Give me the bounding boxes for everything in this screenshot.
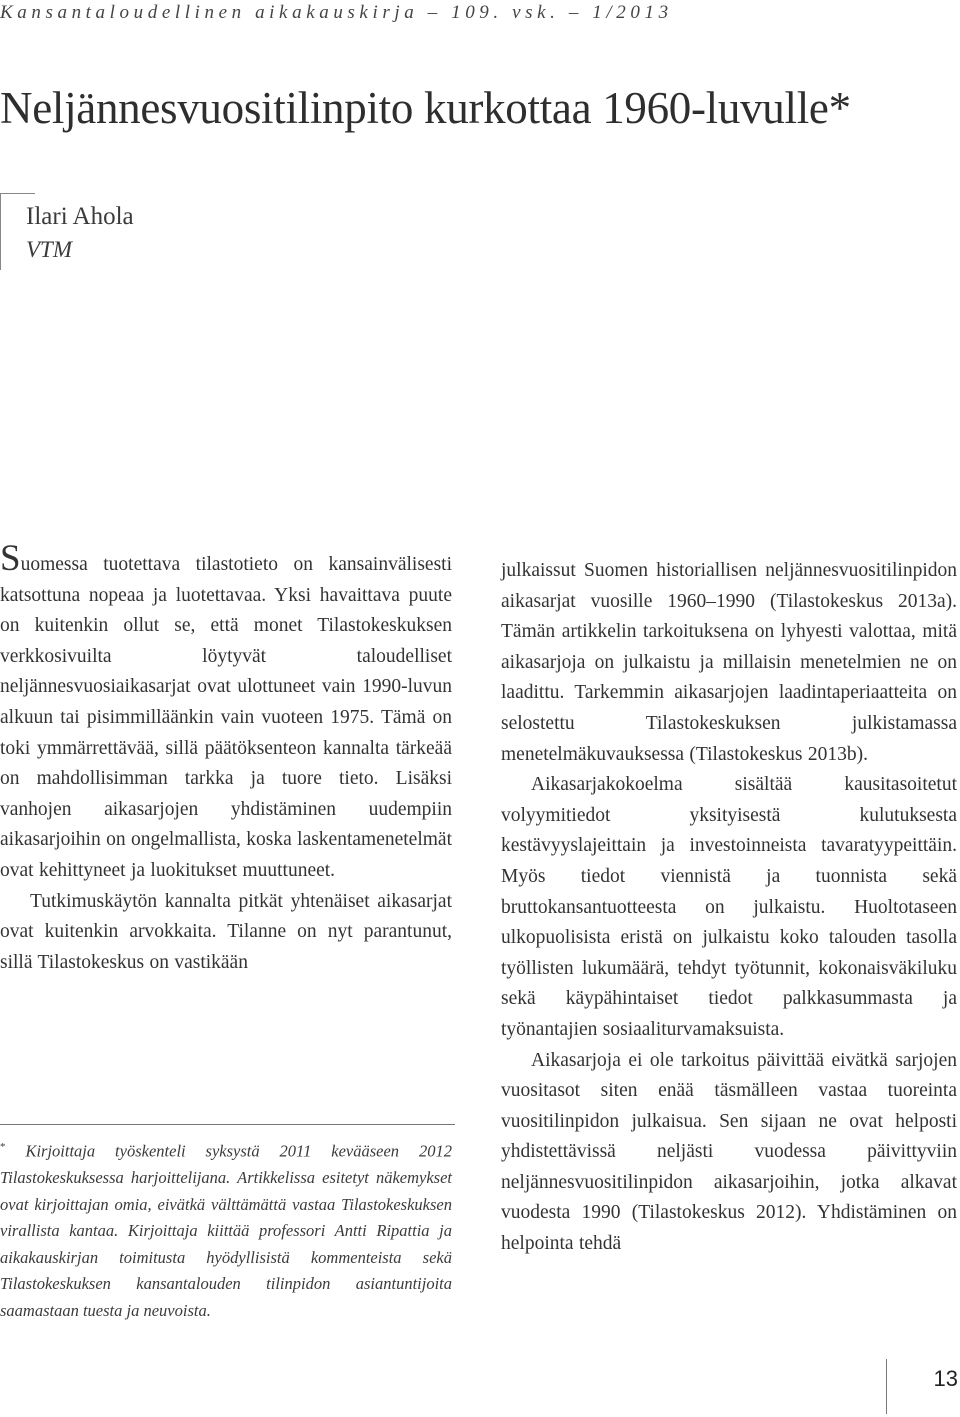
right-column [501, 556, 957, 1260]
footnote-text: Kirjoittaja työskenteli syksystä 2011 kevääseen 2012 Tilastokeskuksessa harjoittelijana. Artikkelissa esitetyt näkemykset ovat kirjoittajan omia, eivätkä välttämättä vastaa Tilastokeskuksen virallista kantaa. Kirjoittaja kiittää professori Antti Ripattia ja aikakauskirjan toimitusta hyödyllisistä kommenteista sekä Tilastokeskuksen kansantalouden tilinpidon asiantuntijoita saamastaan tuesta ja neuvoista. [0, 1141, 452, 1320]
article-title: Neljännesvuositilinpito kurkottaa 1960-luvulle* [0, 83, 851, 133]
right-paragraph-2: Aikasarjakokoelma sisältää kausitasoitetut volyymitiedot yksityisestä kulutuksesta kestävyyslajeittain ja investoinneista tavaratyypeittäin. Myös tiedot viennistä ja tuonnista sekä bruttokansantuotteesta on julkaistu. Huoltotaseen ulkopuolisista eristä on julkaistu koko talouden tasolla työllisten lukumäärä, tehdyt työtunnit, kokonaisväkiluku sekä käypähintaiset tiedot palkkasummasta ja työnantajien sosiaaliturvamaksuista. [501, 774, 957, 1040]
running-head: Kansantaloudellinen aikakauskirja – 109. vsk. – 1/2013 [0, 2, 673, 23]
footnote-rule [0, 1124, 455, 1125]
left-paragraph-1 [0, 540, 452, 887]
author-name: Ilari Ahola [26, 203, 134, 230]
author-degree: VTM [26, 237, 72, 262]
right-paragraph-1: julkaissut Suomen historiallisen neljännesvuositilinpidon aikasarjat vuosille 1960–1990 (Tilastokeskus 2013a). Tämän artikkelin tarkoituksena on lyhyesti valottaa, mitä aikasarjoja on julkaistu ja millaisin menetelmien ne on laadittu. Tarkemmin aikasarjojen laadintaperiaatteita on selostettu Tilastokeskuksen julkistamassa menetelmäkuvauksessa (Tilastokeskus 2013b). [501, 560, 957, 765]
footnote [0, 1134, 452, 1324]
page-number: 13 [933, 1366, 958, 1391]
left-paragraph-1-text: uomessa tuotettava tilastotieto on kansainvälisesti katsottuna nopeaa ja luotettavaa. Yksi havaittava puute on kuitenkin ollut se, että monet Tilastokeskuksen verkkosivuilta löytyvät taloudelliset neljännesvuosiaikasarjat ovat ulottuneet vain 1990-luvun alkuun tai pisimmilläänkin vain vuoteen 1975. Tämä on toki ymmärrettävää, sillä päätöksenteon kannalta tärkeää on mahdollisimman tarkka ja tuore tieto. Lisäksi vanhojen aikasarjojen yhdistäminen uudempiin aikasarjoihin on ongelmallista, koska laskentamenetelmät ovat kehittyneet ja luokitukset muuttuneet. [0, 554, 452, 881]
left-paragraph-2: Tutkimuskäytön kannalta pitkät yhtenäiset aikasarjat ovat kuitenkin arvokkaita. Tilanne on nyt parantunut, sillä Tilastokeskus on vastikään [0, 890, 452, 973]
folio-rule [886, 1359, 887, 1414]
left-column [0, 540, 452, 978]
footnote-marker: * [0, 1141, 6, 1153]
drop-cap: S [0, 538, 21, 579]
right-paragraph-3: Aikasarjoja ei ole tarkoitus päivittää eivätkä sarjojen vuositasot siten enää täsmälleen vastaa tuoreinta vuositilinpidon julkaisua. Sen sijaan ne ovat helposti yhdistettävissä neljästi vuodessa päivittyviin neljännesvuositilinpidon aikasarjoihin, jotka alkavat vuodesta 1990 (Tilastokeskus 2012). Yhdistäminen on helpointa tehdä [501, 1049, 957, 1255]
